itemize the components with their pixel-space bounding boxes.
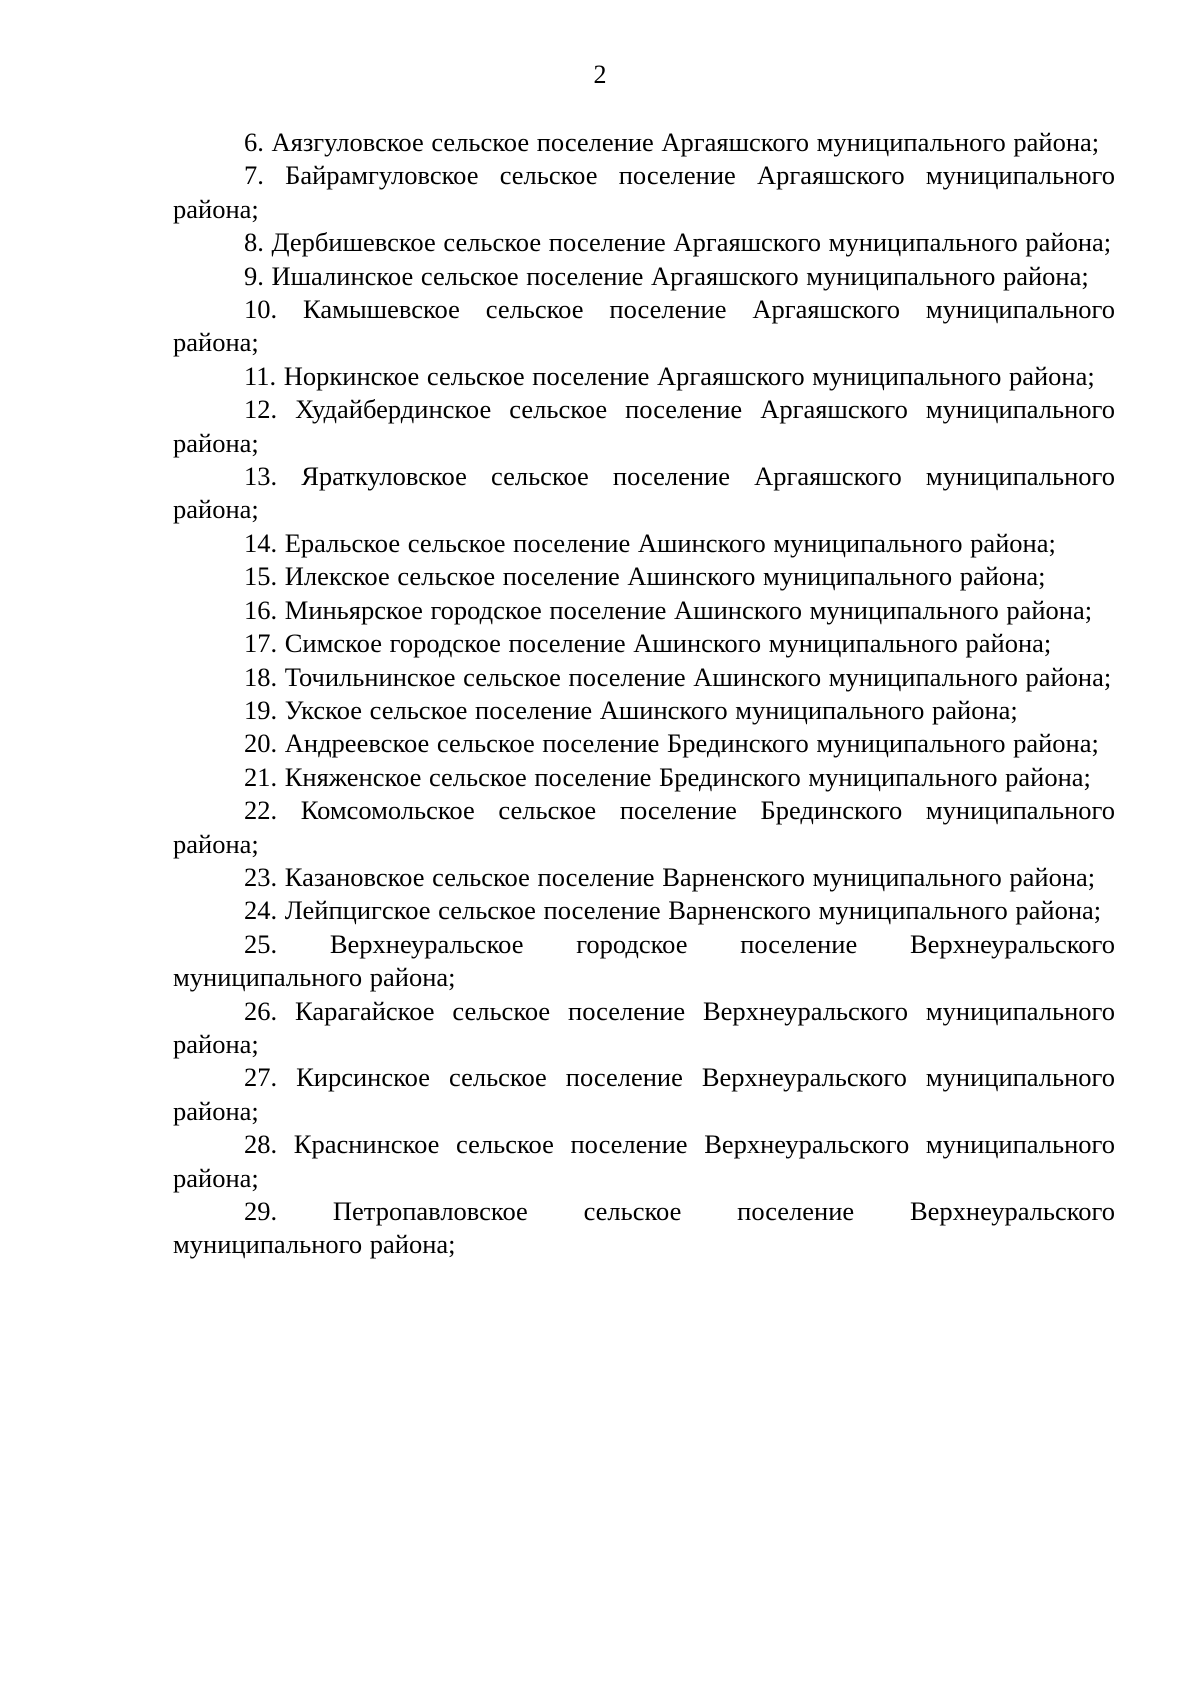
- list-item: 10. Камышевское сельское поселение Аргаяшского муниципального района;: [173, 294, 1115, 358]
- list-item: 20. Андреевское сельское поселение Брединского муниципального района;: [244, 728, 1099, 759]
- list-item: 14. Еральское сельское поселение Ашинского муниципального района;: [244, 527, 1056, 558]
- list-item: 24. Лейпцигское сельское поселение Варненского муниципального района;: [244, 895, 1102, 926]
- list-item: 16. Миньярское городское поселение Ашинского муниципального района;: [244, 594, 1093, 625]
- settlement-list: [173, 126, 1115, 1262]
- list-item: 12. Худайбердинское сельское поселение Аргаяшского муниципального района;: [173, 394, 1115, 458]
- list-item: 15. Илекское сельское поселение Ашинского муниципального района;: [244, 561, 1046, 592]
- list-item: 23. Казановское сельское поселение Варненского муниципального района;: [244, 861, 1096, 892]
- list-item: 7. Байрамгуловское сельское поселение Аргаяшского муниципального района;: [173, 160, 1115, 224]
- list-item: 28. Краснинское сельское поселение Верхнеуральского муниципального района;: [173, 1129, 1115, 1193]
- list-item: 11. Норкинское сельское поселение Аргаяшского муниципального района;: [244, 360, 1095, 391]
- list-item: 6. Аязгуловское сельское поселение Аргаяшского муниципального района;: [244, 127, 1100, 157]
- list-item: 27. Кирсинское сельское поселение Верхнеуральского муниципального района;: [173, 1062, 1115, 1126]
- list-item: 18. Точильнинское сельское поселение Ашинского муниципального района;: [244, 661, 1112, 692]
- page-number: 2: [593, 60, 607, 89]
- list-item: 19. Укское сельское поселение Ашинского муниципального района;: [244, 694, 1018, 725]
- list-item: 26. Карагайское сельское поселение Верхнеуральского муниципального района;: [173, 995, 1115, 1059]
- list-item: 9. Ишалинское сельское поселение Аргаяшского муниципального района;: [244, 260, 1089, 291]
- list-item: 17. Симское городское поселение Ашинского муниципального района;: [244, 628, 1052, 659]
- list-item: 22. Комсомольское сельское поселение Брединского муниципального района;: [173, 795, 1115, 859]
- list-item: 8. Дербишевское сельское поселение Аргаяшского муниципального района;: [244, 227, 1112, 258]
- list-item: 25. Верхнеуральское городское поселение Верхнеуральского муниципального района;: [173, 928, 1115, 993]
- list-item: 13. Яраткуловское сельское поселение Аргаяшского муниципального района;: [173, 461, 1115, 525]
- list-item: 29. Петропавловское сельское поселение Верхнеуральского муниципального района;: [173, 1196, 1115, 1260]
- list-item: 21. Княженское сельское поселение Брединского муниципального района;: [244, 761, 1091, 792]
